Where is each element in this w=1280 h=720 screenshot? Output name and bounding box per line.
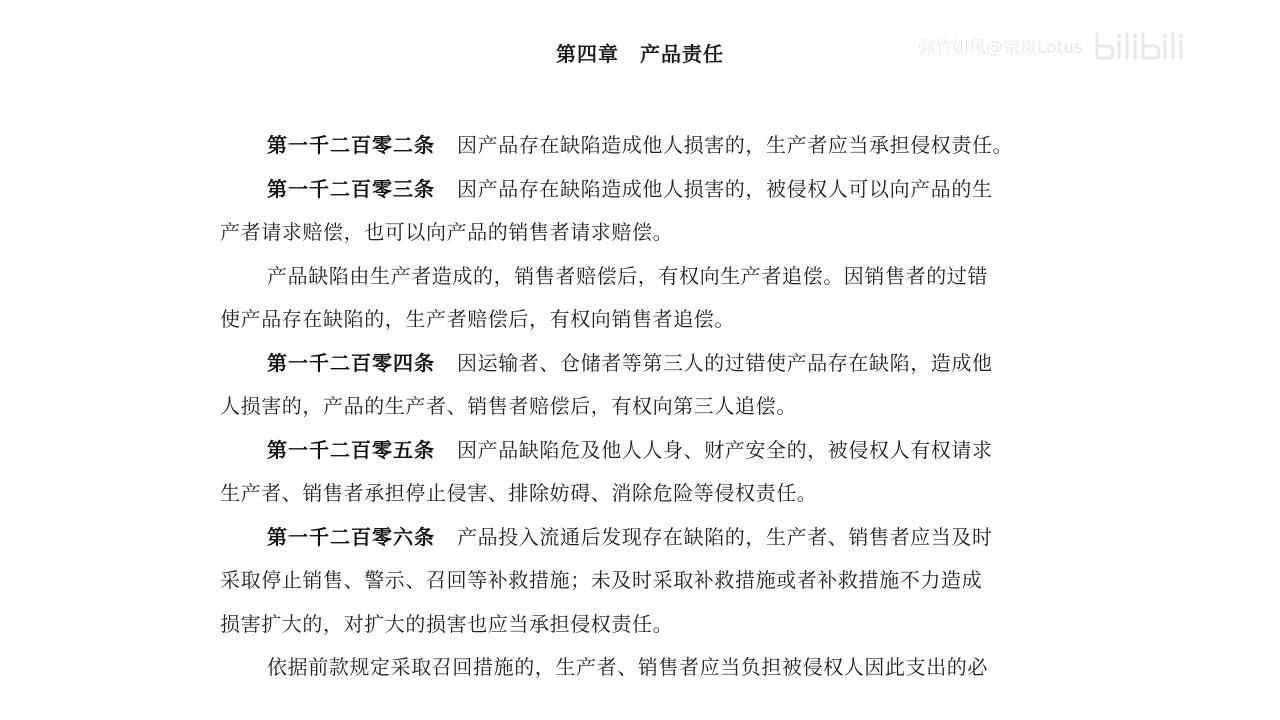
article-text: 人损害的，产品的生产者、销售者赔偿后，有权向第三人追偿。 xyxy=(220,394,797,418)
article-text: 采取停止销售、警示、召回等补救措施；未及时采取补救措施或者补救措施不力造成 xyxy=(220,568,983,592)
text-line xyxy=(220,559,1060,603)
article-text: 因产品存在缺陷造成他人损害的，生产者应当承担侵权责任。 xyxy=(457,133,1014,157)
watermark-channel: 弥竹如风@宗岚Lotus xyxy=(918,37,1083,58)
text-line xyxy=(220,298,1060,342)
article-text: 因产品存在缺陷造成他人损害的，被侵权人可以向产品的生 xyxy=(457,176,993,201)
article-text: 因运输者、仓储者等第三人的过错使产品存在缺陷，造成他 xyxy=(457,350,993,375)
text-line xyxy=(220,124,1060,168)
article-text: 损害扩大的，对扩大的损害也应当承担侵权责任。 xyxy=(220,611,674,636)
article-text: 产品缺陷由生产者造成的，销售者赔偿后，有权向生产者追偿。因销售者的过错 xyxy=(267,263,988,288)
article-number: 第一千二百零五条 xyxy=(267,437,435,462)
chapter-title: 第四章 产品责任 xyxy=(556,42,724,66)
article-text: 依据前款规定采取召回措施的，生产者、销售者应当负担被侵权人因此支出的必 xyxy=(267,655,988,679)
text-line xyxy=(220,385,1060,429)
article-number: 第一千二百零二条 xyxy=(267,133,435,157)
article-text: 使产品存在缺陷的，生产者赔偿后，有权向销售者追偿。 xyxy=(220,307,735,331)
article-number: 第一千二百零六条 xyxy=(267,524,435,549)
text-line xyxy=(220,211,1060,255)
text-line xyxy=(220,168,1060,212)
text-line xyxy=(220,429,1060,473)
article-text: 因产品缺陷危及他人人身、财产安全的，被侵权人有权请求 xyxy=(457,437,993,462)
text-line xyxy=(220,255,1060,299)
article-number: 第一千二百零三条 xyxy=(267,176,435,201)
text-line xyxy=(220,516,1060,560)
article-number: 第一千二百零四条 xyxy=(267,350,435,375)
article-text: 生产者、销售者承担停止侵害、排除妨碍、消除危险等侵权责任。 xyxy=(220,481,818,505)
text-line xyxy=(220,472,1060,516)
article-text: 产品投入流通后发现存在缺陷的，生产者、销售者应当及时 xyxy=(457,524,993,549)
text-line xyxy=(220,603,1060,647)
text-line xyxy=(220,342,1060,386)
document-body xyxy=(220,124,1060,690)
article-text: 产者请求赔偿，也可以向产品的销售者请求赔偿。 xyxy=(220,220,674,244)
text-line xyxy=(220,646,1060,690)
